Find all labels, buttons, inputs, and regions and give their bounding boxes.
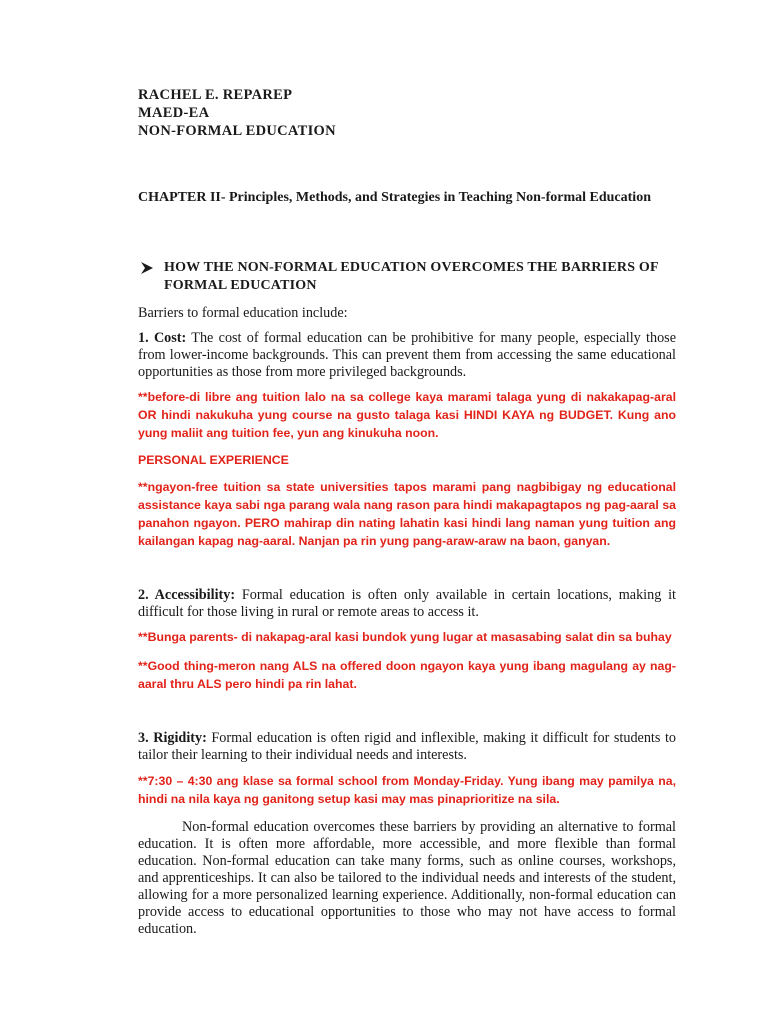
barrier-accessibility-label: 2. Accessibility: (138, 587, 236, 603)
note-personal-experience: PERSONAL EXPERIENCE (138, 453, 289, 467)
note-accessibility-parents: **Bunga parents- di nakapag-aral kasi bundok yung lugar at masasabing salat din sa buhay (138, 630, 672, 644)
barriers-intro: Barriers to formal education include: (138, 305, 348, 321)
barrier-cost-paragraph (138, 330, 676, 381)
note-cost-now: **ngayon-free tuition sa state universities tapos marami pang nagbibigay ng educational assistance kaya sabi nga parang wala nang rason para hindi makapagtapos ng pag-aaral sa panahon ngayon. PERO mahirap din nating lahatin kasi hindi lang naman yung tuition ang kailangan kapag nag-aaral. Nanjan pa rin yung pang-araw-araw na baon, ganyan. (138, 480, 676, 548)
barrier-rigidity-label: 3. Rigidity: (138, 730, 207, 746)
barrier-rigidity-paragraph (138, 730, 676, 764)
chapter-title: CHAPTER II- Principles, Methods, and Strategies in Teaching Non-formal Education (138, 190, 651, 205)
section-heading-text: HOW THE NON-FORMAL EDUCATION OVERCOMES THE BARRIERS OF FORMAL EDUCATION (164, 260, 659, 293)
author-name: RACHEL E. REPAREP (138, 87, 293, 103)
barrier-accessibility-paragraph (138, 587, 676, 621)
course-name: NON-FORMAL EDUCATION (138, 123, 336, 139)
conclusion-paragraph: Non-formal education overcomes these barriers by providing an alternative to formal education. It is often more affordable, more accessible, and more flexible than formal education. Non-formal education can take many forms, such as online courses, workshops, and apprenticeships. It can also be tailored to the individual needs and interests of the student, allowing for a more personalized learning experience. Additionally, non-formal education can provide access to educational opportunities to those who may not have access to formal education. (138, 819, 676, 937)
arrow-bullet-icon (140, 259, 154, 281)
barrier-cost-label: 1. Cost: (138, 330, 187, 346)
barrier-rigidity-text: Formal education is often rigid and inflexible, making it difficult for students to tailor their learning to their individual needs and interests. (138, 730, 676, 763)
barrier-cost-text: The cost of formal education can be prohibitive for many people, especially those from lower-income backgrounds. This can prevent them from accessing the same educational opportunities as those from more privileged backgrounds. (138, 330, 676, 380)
program-name: MAED-EA (138, 105, 210, 121)
barrier-accessibility-text: Formal education is often only available in certain locations, making it difficult for those living in rural or remote areas to access it. (138, 587, 676, 620)
note-rigidity-schedule: **7:30 – 4:30 ang klase sa formal school from Monday-Friday. Yung ibang may pamilya na, hindi na nila kaya ng ganitong setup kasi may mas pinaprioritize na sila. (138, 774, 676, 806)
note-cost-before: **before-di libre ang tuition lalo na sa college kaya marami talaga yung di nakakapag-aral OR hindi nakukuha yung course na gusto talaga kasi HINDI KAYA ng BUDGET. Kung ano yung maliit ang tuition fee, yun ang kinukuha noon. (138, 390, 676, 440)
note-accessibility-als: **Good thing-meron nang ALS na offered doon ngayon kaya yung ibang magulang ay nag-aaral thru ALS pero hindi pa rin lahat. (138, 659, 676, 691)
